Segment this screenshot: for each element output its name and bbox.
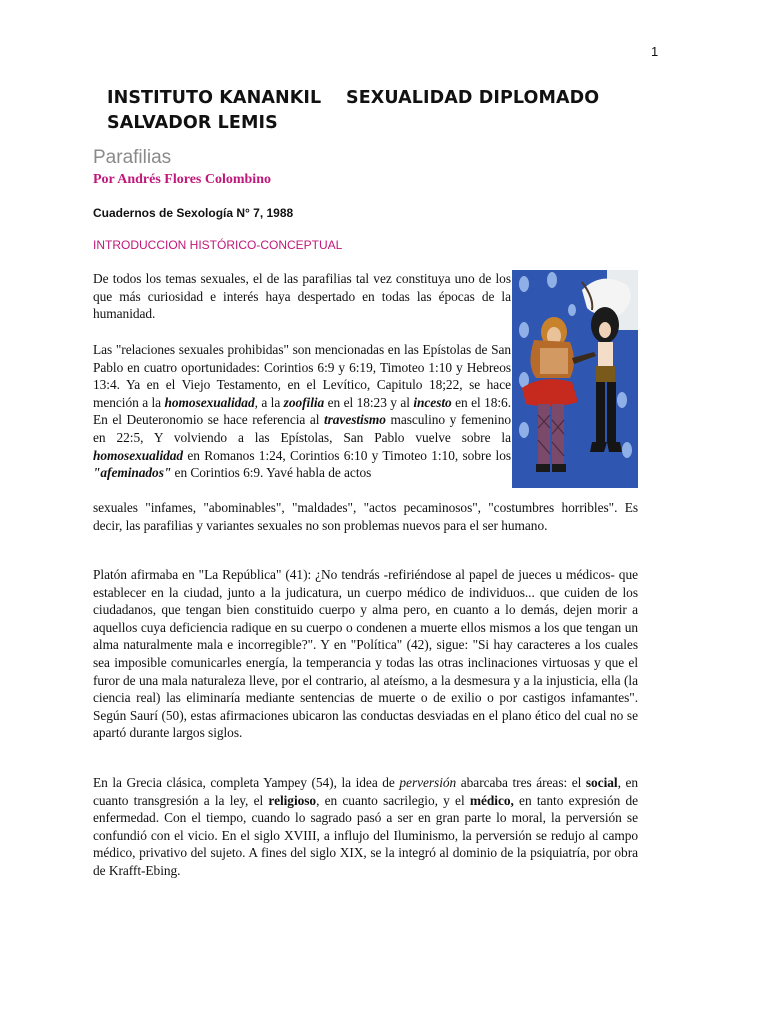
header-author: SALVADOR LEMIS xyxy=(107,113,278,133)
illustration-painting xyxy=(512,270,638,488)
p2-text-b: , a la xyxy=(254,394,284,410)
p4-term-perversion: perversión xyxy=(399,775,457,790)
p4-text-c: , en cuanto transgresión a la ley, el xyxy=(93,775,638,808)
byline: Por Andrés Flores Colombino xyxy=(93,172,271,187)
p2-text-d: en el 18:6. En el Deuteronomio se hace referencia al xyxy=(93,394,511,428)
p4-term-social: social xyxy=(585,775,618,790)
p4-text-d: , en cuanto sacrilegio, y el xyxy=(316,792,470,808)
p2-text-e: masculino y femenino en 22:5, Y volviendo a las Epístolas, San Pablo vuelve sobre la xyxy=(93,412,511,445)
p2-term-travestismo: travestismo xyxy=(323,412,386,428)
paragraph-4 xyxy=(93,774,638,880)
header-course: SEXUALIDAD DIPLOMADO xyxy=(346,88,600,108)
paragraph-3: Platón afirmaba en "La República" (41): ¿No tendrás -refiriéndose al papel de jueces u médicos- que establecer en la ciudad, junto a la judicatura, un cuerpo médico de individuos... que cuiden de los ciudadanos, que tengan bien constituido cuerpo y alma pero, en cuanto a lo demás, dejen morir a aquellos cuya deficiencia radique en su cuerpo o condenen a muerte ellos mismos a los que tengan un alma naturalmente mala e incorregible?". Y en "Política" (42), sigue: "Si hay caracteres a los cuales sea imposible comunicarles energía, la temperancia y todas las otras inclinaciones virtuosas y que el furor de una mala naturaleza lleve, por el contrario, al ateísmo, a la desmesura y a la injusticia, ella (la ciencia real) las eliminaría mediante sentencias de muerte o de exilio o por castigos infamantes". Según Saurí (50), estas afirmaciones ubicaron las conductas desviadas en el plano ético del cual no se apartó durante largos siglos. xyxy=(93,567,638,741)
p2-term-homosexualidad-2: homosexualidad xyxy=(93,447,184,463)
p4-text-b: abarcaba tres áreas: el xyxy=(456,775,586,790)
p2-text-f: en Romanos 1:24, Corintios 6:10 y Timoteo 1:10, sobre los xyxy=(183,447,511,463)
paragraph-1: De todos los temas sexuales, el de las parafilias tal vez constituya uno de los que más curiosidad e interés haya despertado en todas las épocas de la humanidad. xyxy=(93,271,511,322)
paragraph-2-continued: sexuales "infames, "abominables", "maldades", "actos pecaminosos", "costumbres horribles". Es decir, las parafilias y variantes sexuales no son problemas nuevos para el ser humano. xyxy=(93,500,638,533)
section-title: INTRODUCCION HISTÓRICO-CONCEPTUAL xyxy=(93,238,343,252)
document-title: Parafilias xyxy=(93,147,172,168)
header-institute: INSTITUTO KANANKIL xyxy=(107,88,322,108)
p2-term-afeminados: "afeminados" xyxy=(93,465,172,481)
p4-text-a: En la Grecia clásica, completa Yampey (54), la idea de xyxy=(93,775,400,790)
p2-text-a: Las "relaciones sexuales prohibidas" son mencionadas en las Epístolas de San Pablo en cuatro oportunidades: Corintios 6:9 y 6:19, Timoteo 1:10 y Hebreos 13:4. Ya en el Viejo Testamento, en el Levítico, Capitulo 18;22, se hace mención a la xyxy=(93,342,511,410)
p2-term-incesto: incesto xyxy=(413,394,452,410)
journal-reference: Cuadernos de Sexología N° 7, 1988 xyxy=(93,206,294,220)
p4-term-religioso: religioso xyxy=(268,792,317,808)
p4-text-e: en tanto expresión de enfermedad. Con el tiempo, cuando lo sagrado pasó a ser en gran parte lo moral, la perversión se confundió con el vicio. En el siglo XVIII, a influjo del Iluminismo, la perversión se redujo al campo médico, privativo del sujeto. A fines del siglo XIX, se la integró al dominio de la psiquiatría, por obra de Krafft-Ebing. xyxy=(93,792,639,878)
p2-term-zoofilia: zoofilia xyxy=(283,394,325,410)
p4-term-medico: médico, xyxy=(469,792,514,808)
p2-term-homosexualidad: homosexualidad xyxy=(164,394,255,410)
page-number: 1 xyxy=(651,44,659,59)
p2-text-g: en Corintios 6:9. Yavé habla de actos xyxy=(171,465,372,481)
paragraph-2 xyxy=(93,341,511,482)
p2-text-c: en el 18:23 y al xyxy=(324,394,414,410)
